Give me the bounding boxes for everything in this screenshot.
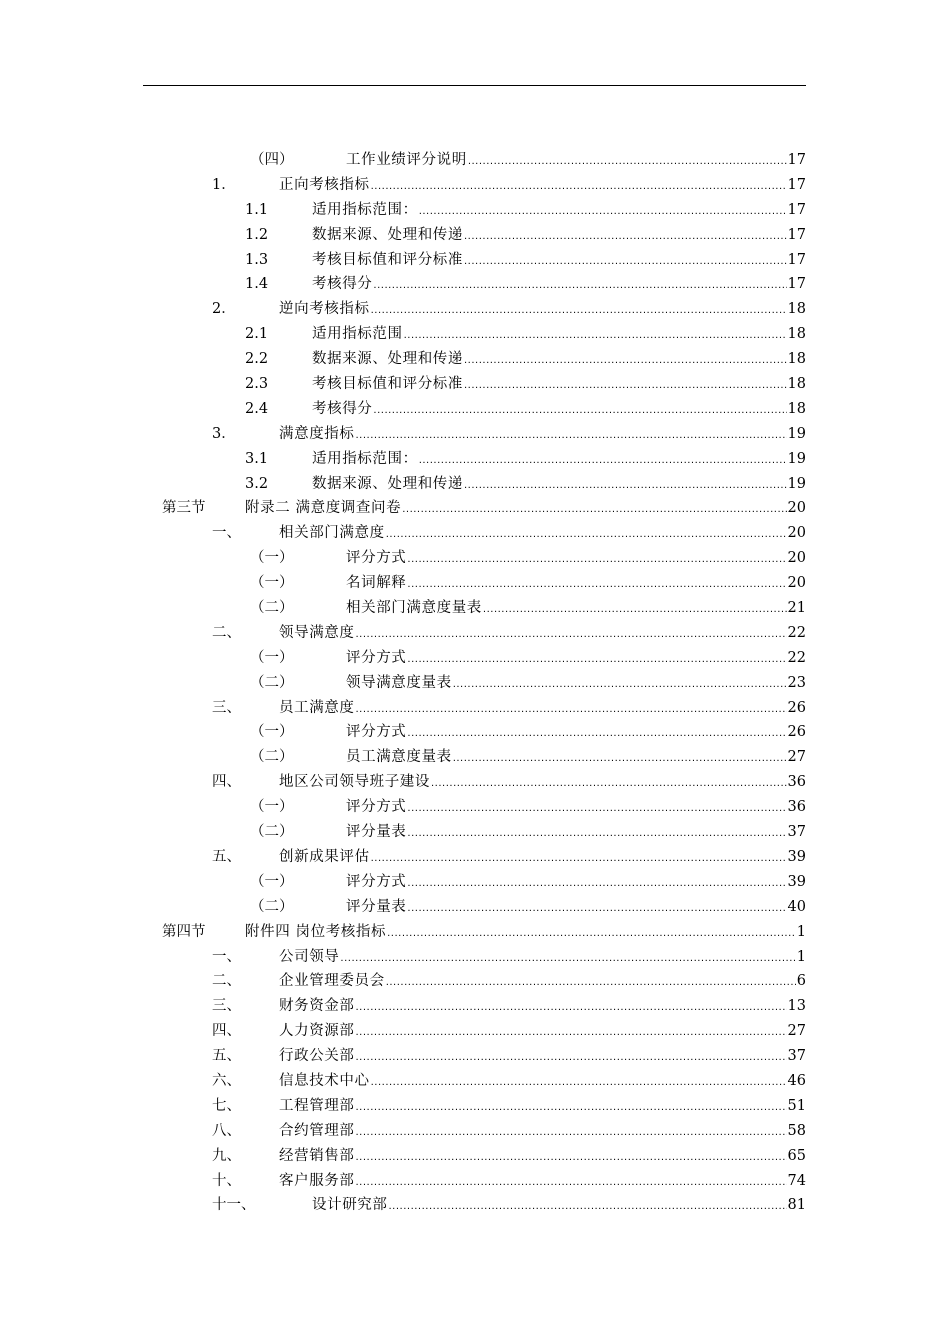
toc-entry-title: 附件四 岗位考核指标 bbox=[245, 923, 387, 940]
toc-entry[interactable] bbox=[0, 920, 950, 945]
dot-leader bbox=[356, 623, 787, 648]
dot-leader bbox=[373, 399, 786, 424]
toc-entry-title: 考核目标值和评分标准 bbox=[312, 376, 463, 393]
dot-leader bbox=[419, 449, 787, 474]
toc-entry-page-number: 46 bbox=[787, 1072, 806, 1089]
toc-entry-number: 八、 bbox=[212, 1122, 241, 1139]
toc-entry-title: 逆向考核指标 bbox=[279, 301, 370, 318]
dot-leader bbox=[407, 648, 786, 673]
toc-entry-number: 2． bbox=[212, 301, 236, 318]
toc-entry-number: 第四节 bbox=[162, 923, 206, 940]
toc-entry-title: 评分方式 bbox=[346, 873, 407, 890]
toc-entry-page-number: 40 bbox=[787, 898, 806, 915]
dot-leader bbox=[389, 1195, 787, 1220]
dot-leader bbox=[356, 996, 787, 1021]
toc-entry-page-number: 39 bbox=[787, 873, 806, 890]
toc-entry[interactable] bbox=[0, 397, 950, 422]
toc-entry-title: 行政公关部 bbox=[279, 1048, 355, 1065]
dot-leader bbox=[453, 747, 787, 772]
toc-entry-page-number: 22 bbox=[787, 624, 806, 641]
toc-entry-page-number: 51 bbox=[787, 1097, 806, 1114]
toc-entry[interactable] bbox=[0, 447, 950, 472]
dot-leader bbox=[387, 922, 796, 947]
toc-entry-title: 适用指标范围： bbox=[312, 201, 418, 218]
dot-leader bbox=[386, 971, 796, 996]
toc-entry-page-number: 74 bbox=[787, 1172, 806, 1189]
toc-entry-page-number: 36 bbox=[787, 774, 806, 791]
toc-entry-title: 工作业绩评分说明 bbox=[346, 152, 467, 168]
dot-leader bbox=[407, 797, 786, 822]
toc-entry-number: 2.2 bbox=[245, 351, 269, 368]
toc-entry-title: 评分量表 bbox=[346, 824, 407, 841]
toc-entry-title: 附录二 满意度调查问卷 bbox=[245, 500, 402, 517]
dot-leader bbox=[407, 573, 786, 598]
toc-entry-title: 设计研究部 bbox=[312, 1197, 388, 1214]
toc-entry-title: 领导满意度量表 bbox=[346, 674, 452, 691]
toc-entry[interactable] bbox=[0, 969, 950, 994]
toc-entry[interactable] bbox=[0, 895, 950, 920]
toc-entry[interactable] bbox=[0, 820, 950, 845]
toc-entry-page-number: 17 bbox=[787, 226, 806, 243]
dot-leader bbox=[404, 324, 787, 349]
dot-leader bbox=[419, 200, 787, 225]
dot-leader bbox=[356, 1046, 787, 1071]
toc-entry-page-number: 27 bbox=[787, 1023, 806, 1040]
toc-entry-number: 2.4 bbox=[245, 400, 269, 417]
toc-entry[interactable] bbox=[0, 994, 950, 1019]
toc-entry[interactable] bbox=[0, 546, 950, 571]
toc-entry[interactable] bbox=[0, 248, 950, 273]
toc-entry-number: 五、 bbox=[212, 848, 241, 865]
dot-leader bbox=[356, 1021, 787, 1046]
dot-leader bbox=[356, 424, 787, 449]
toc-entry-title: 考核得分 bbox=[312, 276, 373, 293]
toc-entry-page-number: 1 bbox=[796, 923, 806, 940]
toc-entry-title: 数据来源、处理和传递 bbox=[312, 226, 463, 243]
toc-entry-number: 六、 bbox=[212, 1072, 241, 1089]
toc-entry-title: 企业管理委员会 bbox=[279, 973, 385, 990]
dot-leader bbox=[356, 698, 787, 723]
toc-entry-number: 四、 bbox=[212, 1023, 241, 1040]
toc-entry[interactable] bbox=[0, 1169, 950, 1194]
toc-entry[interactable] bbox=[0, 945, 950, 970]
toc-entry-title: 财务资金部 bbox=[279, 998, 355, 1015]
toc-entry-number: 三、 bbox=[212, 998, 241, 1015]
dot-leader bbox=[464, 225, 787, 250]
toc-entry-number: 2.1 bbox=[245, 326, 269, 343]
toc-entry-number: （一） bbox=[250, 873, 294, 890]
toc-entry-title: 客户服务部 bbox=[279, 1172, 355, 1189]
dot-leader bbox=[407, 722, 786, 747]
toc-entry-title: 适用指标范围： bbox=[312, 450, 418, 467]
dot-leader bbox=[407, 822, 786, 847]
dot-leader bbox=[431, 772, 787, 797]
toc-entry-title: 数据来源、处理和传递 bbox=[312, 351, 463, 368]
header-rule bbox=[143, 85, 806, 86]
toc-entry[interactable] bbox=[0, 496, 950, 521]
toc-entry-page-number: 13 bbox=[787, 998, 806, 1015]
toc-entry[interactable] bbox=[0, 646, 950, 671]
toc-entry-page-number: 36 bbox=[787, 799, 806, 816]
toc-entry-title: 公司领导 bbox=[279, 948, 340, 965]
toc-entry[interactable] bbox=[0, 845, 950, 870]
toc-entry-number: 四、 bbox=[212, 774, 241, 791]
toc-entry-page-number: 6 bbox=[796, 973, 806, 990]
toc-entry-page-number: 58 bbox=[787, 1122, 806, 1139]
toc-entry-page-number: 19 bbox=[787, 450, 806, 467]
toc-entry[interactable] bbox=[0, 272, 950, 297]
toc-entry-page-number: 22 bbox=[787, 649, 806, 666]
toc-entry[interactable] bbox=[0, 1044, 950, 1069]
toc-entry-page-number: 26 bbox=[787, 724, 806, 741]
toc-entry[interactable] bbox=[0, 422, 950, 447]
toc-entry-number: （一） bbox=[250, 575, 294, 592]
toc-entry-number: （一） bbox=[250, 649, 294, 666]
toc-entry[interactable] bbox=[0, 745, 950, 770]
toc-entry-number: 一、 bbox=[212, 948, 241, 965]
toc-entry-number: （二） bbox=[250, 749, 294, 766]
dot-leader bbox=[371, 1071, 787, 1096]
toc-entry-page-number: 23 bbox=[787, 674, 806, 691]
toc-entry-number: 五、 bbox=[212, 1048, 241, 1065]
toc-entry-title: 正向考核指标 bbox=[279, 176, 370, 193]
toc-entry[interactable] bbox=[0, 1144, 950, 1169]
toc-entry-title: 评分方式 bbox=[346, 550, 407, 567]
toc-entry[interactable] bbox=[0, 521, 950, 546]
toc-entry[interactable] bbox=[0, 770, 950, 795]
toc-entry[interactable] bbox=[0, 173, 950, 198]
toc-entry-page-number: 18 bbox=[787, 351, 806, 368]
toc-entry[interactable] bbox=[0, 347, 950, 372]
toc-entry-page-number: 17 bbox=[787, 152, 806, 168]
toc-entry-number: （二） bbox=[250, 824, 294, 841]
toc-entry[interactable] bbox=[0, 148, 950, 173]
toc-entry-title: 合约管理部 bbox=[279, 1122, 355, 1139]
toc-entry-page-number: 26 bbox=[787, 699, 806, 716]
toc-entry-number: 1． bbox=[212, 176, 236, 193]
toc-entry-number: 3． bbox=[212, 425, 236, 442]
toc-entry[interactable] bbox=[0, 1019, 950, 1044]
dot-leader bbox=[464, 250, 787, 275]
toc-entry-number: 第三节 bbox=[162, 500, 206, 517]
toc-entry-title: 领导满意度 bbox=[279, 624, 355, 641]
dot-leader bbox=[464, 474, 787, 499]
dot-leader bbox=[402, 498, 786, 523]
toc-entry-title: 相关部门满意度 bbox=[279, 525, 385, 542]
toc-entry-page-number: 37 bbox=[787, 1048, 806, 1065]
toc-entry-number: （一） bbox=[250, 550, 294, 567]
toc-entry-title: 名词解释 bbox=[346, 575, 407, 592]
dot-leader bbox=[356, 1171, 787, 1196]
toc-entry[interactable] bbox=[0, 671, 950, 696]
toc-entry-title: 评分量表 bbox=[346, 898, 407, 915]
toc-entry[interactable] bbox=[0, 571, 950, 596]
toc-entry-number: 三、 bbox=[212, 699, 241, 716]
toc-entry[interactable] bbox=[0, 1119, 950, 1144]
toc-entry[interactable] bbox=[0, 472, 950, 497]
toc-entry-title: 满意度指标 bbox=[279, 425, 355, 442]
toc-entry-page-number: 81 bbox=[787, 1197, 806, 1214]
toc-entry-number: （二） bbox=[250, 600, 294, 617]
dot-leader bbox=[356, 1146, 787, 1171]
toc-entry[interactable] bbox=[0, 795, 950, 820]
toc-entry-page-number: 17 bbox=[787, 176, 806, 193]
toc-entry[interactable] bbox=[0, 720, 950, 745]
toc-entry-title: 创新成果评估 bbox=[279, 848, 370, 865]
dot-leader bbox=[468, 150, 787, 175]
toc-entry-number: 1.4 bbox=[245, 276, 269, 293]
toc-entry-page-number: 21 bbox=[787, 600, 806, 617]
toc-entry-title: 员工满意度 bbox=[279, 699, 355, 716]
toc-entry[interactable] bbox=[0, 621, 950, 646]
dot-leader bbox=[407, 872, 786, 897]
toc-entry-page-number: 17 bbox=[787, 251, 806, 268]
dot-leader bbox=[483, 598, 787, 623]
dot-leader bbox=[371, 175, 787, 200]
toc-entry-title: 员工满意度量表 bbox=[346, 749, 452, 766]
dot-leader bbox=[356, 1096, 787, 1121]
toc-entry-page-number: 17 bbox=[787, 201, 806, 218]
toc-entry-number: 一、 bbox=[212, 525, 241, 542]
toc-entry-title: 人力资源部 bbox=[279, 1023, 355, 1040]
toc-entry-title: 适用指标范围 bbox=[312, 326, 403, 343]
toc-entry[interactable] bbox=[0, 198, 950, 223]
dot-leader bbox=[356, 1121, 787, 1146]
toc-entry-title: 工程管理部 bbox=[279, 1097, 355, 1114]
dot-leader bbox=[453, 673, 787, 698]
toc-entry-number: 十、 bbox=[212, 1172, 241, 1189]
toc-entry-page-number: 19 bbox=[787, 475, 806, 492]
toc-entry[interactable] bbox=[0, 322, 950, 347]
toc-entry-page-number: 39 bbox=[787, 848, 806, 865]
toc-entry-page-number: 18 bbox=[787, 326, 806, 343]
toc-entry-page-number: 20 bbox=[787, 550, 806, 567]
toc-entry[interactable] bbox=[0, 1094, 950, 1119]
toc-entry-page-number: 20 bbox=[787, 525, 806, 542]
toc-entry-number: （四） bbox=[250, 152, 294, 168]
toc-entry-number: 1.1 bbox=[245, 201, 269, 218]
dot-leader bbox=[464, 349, 787, 374]
toc-entry-number: 3.2 bbox=[245, 475, 269, 492]
toc-entry-number: （一） bbox=[250, 799, 294, 816]
toc-entry-title: 评分方式 bbox=[346, 799, 407, 816]
toc-entry-page-number: 18 bbox=[787, 376, 806, 393]
toc-entry-title: 评分方式 bbox=[346, 724, 407, 741]
toc-entry-number: （二） bbox=[250, 898, 294, 915]
toc-entry[interactable] bbox=[0, 1193, 950, 1218]
toc-entry[interactable] bbox=[0, 223, 950, 248]
toc-entry-number: （二） bbox=[250, 674, 294, 691]
toc-entry[interactable] bbox=[0, 1069, 950, 1094]
dot-leader bbox=[464, 374, 787, 399]
toc-entry[interactable] bbox=[0, 696, 950, 721]
dot-leader bbox=[407, 897, 786, 922]
toc-entry-title: 经营销售部 bbox=[279, 1147, 355, 1164]
toc-entry-number: 二、 bbox=[212, 624, 241, 641]
toc-entry-number: 九、 bbox=[212, 1147, 241, 1164]
toc-entry-number: 3.1 bbox=[245, 450, 269, 467]
dot-leader bbox=[386, 523, 787, 548]
toc-entry-title: 评分方式 bbox=[346, 649, 407, 666]
dot-leader bbox=[371, 847, 787, 872]
toc-entry-title: 考核目标值和评分标准 bbox=[312, 251, 463, 268]
toc-entry-page-number: 20 bbox=[787, 500, 806, 517]
toc-entry-page-number: 17 bbox=[787, 276, 806, 293]
toc-entry-page-number: 37 bbox=[787, 824, 806, 841]
toc-entry-page-number: 18 bbox=[787, 301, 806, 318]
toc-entry-title: 考核得分 bbox=[312, 400, 373, 417]
toc-entry-page-number: 18 bbox=[787, 400, 806, 417]
toc-entry[interactable] bbox=[0, 372, 950, 397]
toc-entry-number: （一） bbox=[250, 724, 294, 741]
toc-entry-number: 二、 bbox=[212, 973, 241, 990]
table-of-contents bbox=[0, 148, 950, 1218]
dot-leader bbox=[371, 299, 787, 324]
toc-entry-number: 2.3 bbox=[245, 376, 269, 393]
toc-entry-number: 七、 bbox=[212, 1097, 241, 1114]
toc-entry-page-number: 27 bbox=[787, 749, 806, 766]
toc-entry[interactable] bbox=[0, 297, 950, 322]
toc-entry-number: 1.3 bbox=[245, 251, 269, 268]
toc-entry-title: 数据来源、处理和传递 bbox=[312, 475, 463, 492]
toc-entry-page-number: 65 bbox=[787, 1147, 806, 1164]
toc-entry-title: 相关部门满意度量表 bbox=[346, 600, 482, 617]
toc-entry-page-number: 20 bbox=[787, 575, 806, 592]
toc-entry-page-number: 19 bbox=[787, 425, 806, 442]
dot-leader bbox=[373, 274, 786, 299]
toc-entry-title: 地区公司领导班子建设 bbox=[279, 774, 430, 791]
toc-entry-number: 1.2 bbox=[245, 226, 269, 243]
toc-entry-number: 十一、 bbox=[212, 1197, 256, 1214]
toc-entry[interactable] bbox=[0, 870, 950, 895]
dot-leader bbox=[407, 548, 786, 573]
dot-leader bbox=[340, 947, 795, 972]
toc-entry-title: 信息技术中心 bbox=[279, 1072, 370, 1089]
toc-entry[interactable] bbox=[0, 596, 950, 621]
toc-entry-page-number: 1 bbox=[796, 948, 806, 965]
